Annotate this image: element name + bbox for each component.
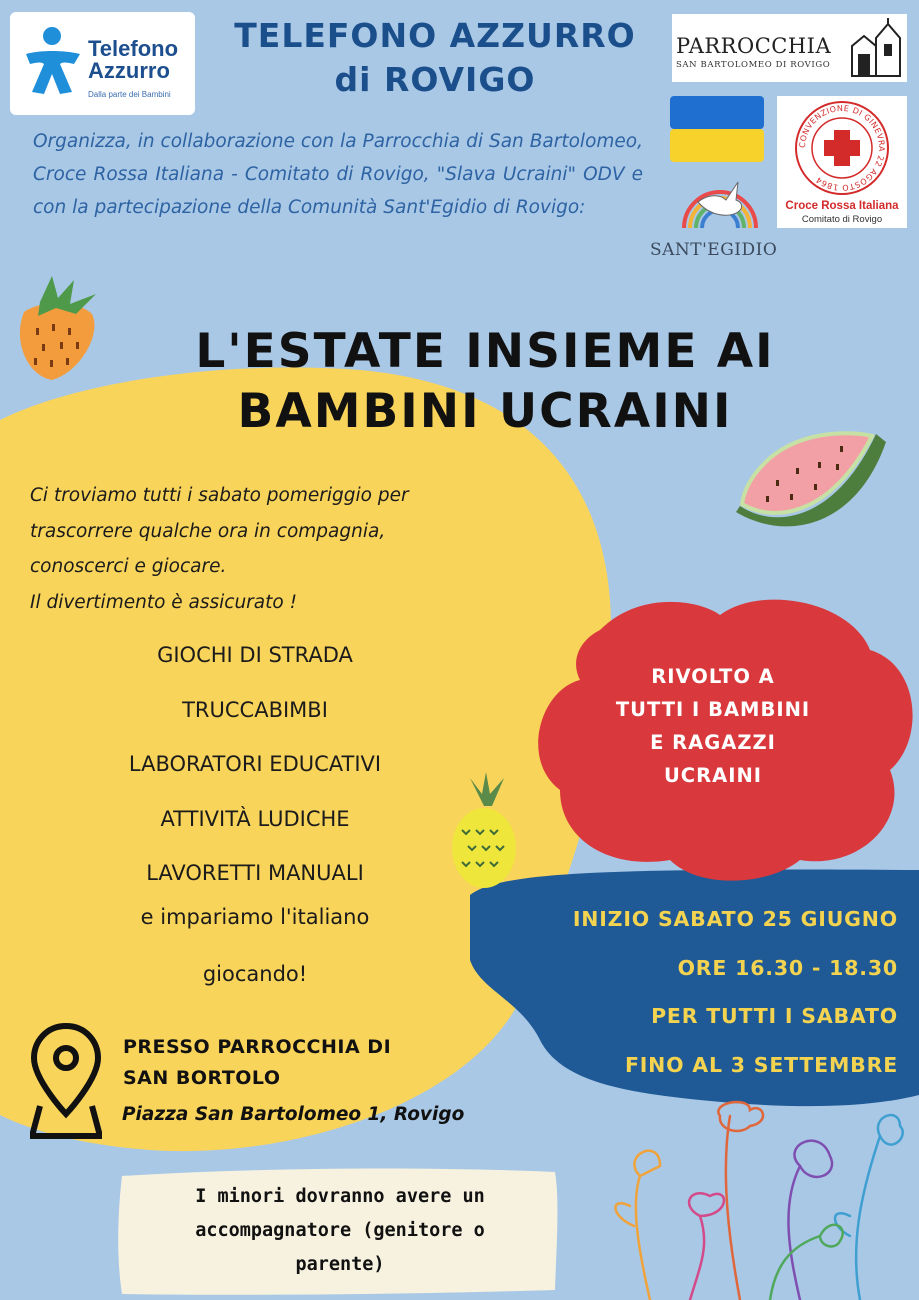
location-name-line2: SAN BORTOLO [123,1067,281,1089]
location-address: Piazza San Bartolomeo 1, Rovigo [122,1104,465,1125]
guardian-note-line: I minori dovranno avere un [195,1186,485,1207]
telefono-azzurro-logo [10,12,195,115]
event-description [30,478,550,620]
event-description-line: conoscerci e giocare. [30,556,227,577]
organization-title-line2: di ROVIGO [334,60,536,99]
cri-name: Croce Rossa Italiana [785,200,899,212]
map-pin-icon [30,1022,102,1140]
target-audience-line: UCRAINI [663,764,763,787]
event-title-line2: BAMBINI UCRAINI [237,384,733,439]
organization-intro: Organizza, in collaborazione con la Parrocchia di San Bartolomeo, Croce Rossa Italiana - Comitato di Rovigo, "Slava Ucraini" ODV e con la partecipazione della Comunità Sant'Egidio di Rovigo: [33,131,643,218]
event-title-line1: L'ESTATE INSIEME AI [195,324,775,379]
child-figure-icon [22,26,84,96]
event-description-line: Ci troviamo tutti i sabato pomeriggio per [30,485,409,506]
church-icon [844,18,904,78]
parrocchia-logo [672,14,907,82]
closing-line1: e impariamo l'italiano [140,905,370,929]
cri-ring-text: CONVENZIONE DI GINEVRA 22 AGOSTO 1864 [797,103,887,193]
target-audience-line: RIVOLTO A [651,665,775,688]
event-description-line: Il divertimento è assicurato ! [30,591,297,613]
parrocchia-subtitle: SAN BARTOLOMEO DI ROVIGO [676,60,831,70]
cri-committee: Comitato di Rovigo [801,214,883,225]
schedule-line: FINO AL 3 SETTEMBRE [624,1052,898,1077]
target-audience [598,660,828,792]
logo-brand-line1: Telefono [88,36,179,61]
location-name [123,1032,483,1094]
organization-title-line1: TELEFONO AZZURRO [234,16,636,55]
dove-rainbow-icon [680,172,760,234]
schedule-line: PER TUTTI I SABATO [651,1004,898,1028]
schedule-line: ORE 16.30 - 18.30 [677,955,898,980]
red-cross-icon [792,98,892,198]
ukraine-flag [670,96,764,162]
logo-tagline: Dalla parte dei Bambini [88,90,171,99]
guardian-note-line: parente) [295,1254,385,1275]
activity-item: LAVORETTI MANUALI [146,861,364,885]
santegidio-label: SANT'EGIDIO [650,240,778,260]
schedule [470,895,898,1089]
floral-decoration [600,1096,919,1300]
pineapple-icon [446,772,522,890]
target-audience-line: E RAGAZZI [650,731,776,754]
closing-line2: giocando! [202,962,308,986]
parrocchia-title: PARROCCHIA [676,34,832,58]
organization-title [200,14,670,102]
activity-item: LABORATORI EDUCATIVI [128,752,382,776]
schedule-line: INIZIO SABATO 25 GIUGNO [572,907,898,931]
guardian-note-line: accompagnatore (genitore o [195,1220,485,1241]
activity-item: ATTIVITÀ LUDICHE [160,806,350,831]
location-name-line1: PRESSO PARROCCHIA DI [123,1036,392,1058]
activity-list [30,628,480,901]
croce-rossa-logo [777,96,907,228]
logo-brand [88,38,178,82]
activity-item: GIOCHI DI STRADA [157,643,353,667]
watermelon-icon [736,424,886,534]
target-audience-line: TUTTI I BAMBINI [615,698,811,721]
activity-item: TRUCCABIMBI [182,697,328,722]
event-description-line: trascorrere qualche ora in compagnia, [30,520,386,542]
logo-brand-line2: Azzurro [88,58,170,83]
guardian-note [140,1180,540,1282]
strawberry-icon [10,272,102,384]
